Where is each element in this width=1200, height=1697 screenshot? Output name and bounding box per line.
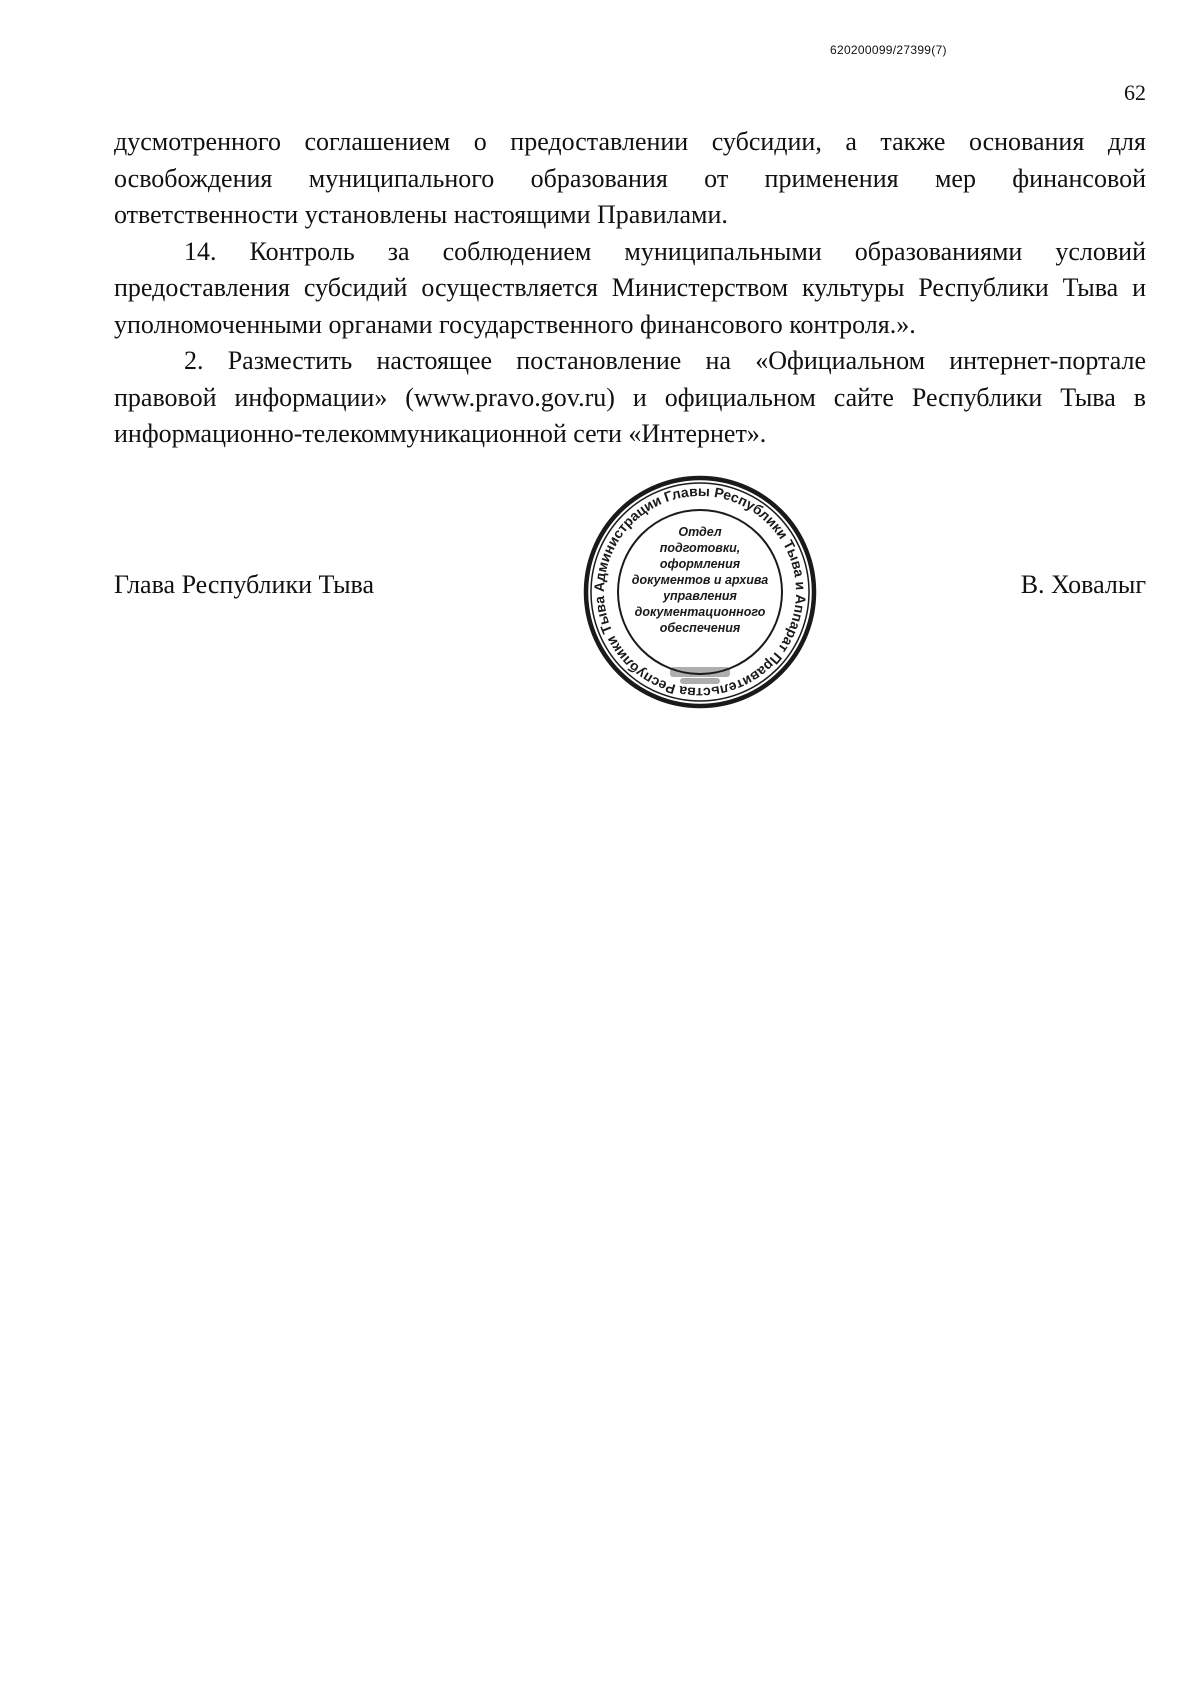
seal-line-3: оформления xyxy=(659,557,741,571)
seal-line-4: документов и архива xyxy=(631,573,769,587)
page-number: 62 xyxy=(1124,80,1146,105)
seal-smudge xyxy=(670,667,730,684)
document-id: 620200099/27399(7) xyxy=(830,43,947,57)
seal-graphic xyxy=(580,472,820,712)
signatory-name: В. Ховалыг xyxy=(1020,570,1146,599)
paragraph-continuation: дусмотренного соглашением о предоставлении субсидии, а также основания для освобождения муниципального образования от применения мер финансовой ответственности установлены настоящими Правилами. xyxy=(114,127,1146,229)
seal-outer-text-path: Администрации Главы Республики Тыва и Аппарат Правительства Республики Тыва xyxy=(590,482,810,702)
signatory-title: Глава Республики Тыва xyxy=(114,570,375,599)
seal-line-6: документационного xyxy=(634,605,766,619)
seal-line-7: обеспечения xyxy=(659,621,741,635)
seal-line-2: подготовки, xyxy=(659,541,741,555)
paragraph-item-2: 2. Разместить настоящее постановление на «Официальном интернет-портале правовой информации» (www.pravo.gov.ru) и официальном сайте Республики Тыва в информационно-телекоммуникационной сети «Интернет». xyxy=(114,346,1146,448)
paragraph-item-14: 14. Контроль за соблюдением муниципальными образованиями условий предоставления субсидий осуществляется Министерством культуры Республики Тыва и уполномоченными органами государственного финансового контроля.». xyxy=(114,236,1146,339)
document-body xyxy=(114,124,1146,453)
official-seal xyxy=(580,472,820,712)
seal-line-5: управления xyxy=(663,589,737,603)
seal-line-1: Отдел xyxy=(678,525,722,539)
